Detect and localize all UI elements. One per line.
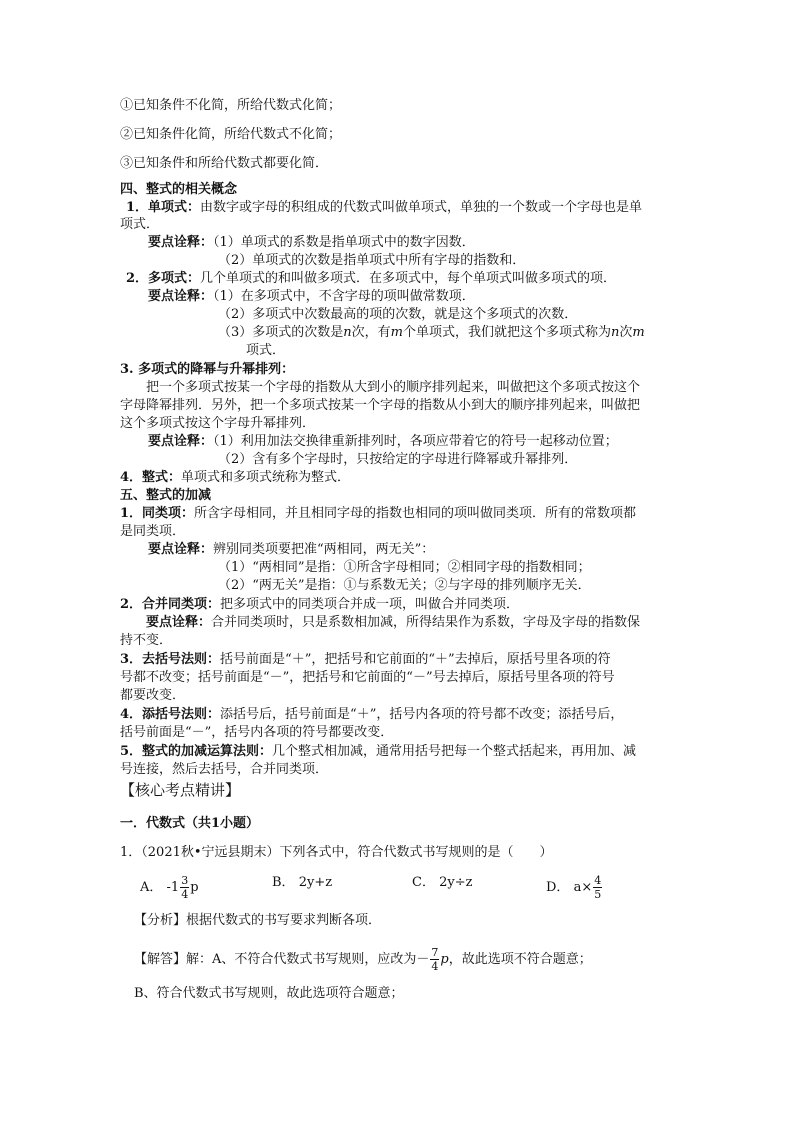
note-label: 要点诠释：	[148, 542, 214, 557]
expr-text: 单项式和多项式统称为整式．	[181, 470, 351, 485]
note-text: 次	[619, 325, 633, 340]
ordering-note-1	[148, 433, 618, 451]
combine-label: 2．合并同类项：	[120, 597, 221, 612]
note-text: （1）利用加法交换律重新排列时，各项应带着它的符号一起移动位置；	[213, 434, 618, 449]
note-text: 次，有	[351, 325, 391, 340]
note-text: 个单项式，我们就把这个多项式称为	[403, 325, 612, 340]
add-brackets-label: 4．添括号法则：	[120, 707, 221, 722]
note-text: 辨别同类项要把准“两相同，两无关”：	[213, 542, 435, 557]
polynomial-label: 2．多项式：	[126, 271, 201, 286]
like-terms-def	[120, 505, 636, 523]
combine-note	[146, 614, 640, 632]
polynomial-expr-def	[120, 469, 350, 487]
answer-sign: －	[416, 952, 430, 967]
var-n: n	[611, 325, 620, 340]
add-brackets-text-2: 括号前面是“－”，括号内各项的符号都要改变．	[120, 725, 394, 740]
note-text: （1）单项式的系数是指单项式中的数字因数．	[213, 235, 475, 250]
like-terms-note-1: （1）“两相同”是指：①所含字母相同；②相同字母的指数相同；	[218, 560, 591, 575]
like-terms-note	[148, 541, 434, 559]
add-brackets-text: 添括号后，括号前面是“＋”，括号内各项的符号都不改变；添括号后，	[220, 707, 624, 722]
option-c	[412, 874, 472, 892]
polynomial-note-3	[218, 324, 645, 342]
analysis-text: 根据代数式的书写要求判断各项．	[186, 913, 382, 928]
option-a	[140, 874, 199, 901]
ordering-heading: 3. 多项式的降幂与升幂排列：	[120, 362, 295, 377]
condition-3: ③已知条件和所给代数式都要化简．	[120, 156, 329, 171]
option-label: A．	[140, 880, 163, 895]
answer-text: 解：A、不符合代数式书写规则，应改为	[186, 952, 417, 967]
add-sub-text-2: 号连接，然后去括号，合并同类项．	[120, 762, 329, 777]
fraction	[180, 874, 189, 901]
note-text: （3）多项式的次数是	[218, 325, 344, 340]
analysis	[134, 912, 381, 930]
note-text: 合并同类项时，只是系数相加减，所得结果作为系数，字母及字母的指数保	[211, 615, 641, 630]
combine-like-terms-def	[120, 596, 519, 614]
monomial-label: 1．单项式：	[126, 200, 201, 215]
fraction	[593, 874, 602, 901]
option-expr: p	[190, 880, 199, 895]
numerator: 7	[431, 946, 439, 959]
combine-note-cont: 持不变．	[120, 633, 173, 648]
expr-label: 4．整式：	[120, 470, 182, 485]
polynomial-text: 几个单项式的和叫做多项式．在多项式中，每个单项式叫做多项式的项．	[200, 271, 617, 286]
part-1-heading: 一．代数式（共1小题）	[120, 816, 260, 831]
remove-brackets-text-3: 都要改变．	[120, 688, 186, 703]
answer-line-2: B、符合代数式书写规则，故此选项符合题意；	[134, 986, 404, 1001]
remove-brackets-label: 3．去括号法则：	[120, 652, 221, 667]
denominator: 4	[431, 960, 439, 973]
add-sub-text: 几个整式相加减，通常用括号把每一个整式括起来，再用加、减	[272, 744, 637, 759]
numerator: 4	[594, 874, 602, 887]
remove-brackets-text-2: 号都不改变；括号前面是“－”，把括号和它前面的“－”号去掉后，原括号里各项的符号	[120, 670, 615, 685]
polynomial-note-3-cont: 项式．	[246, 343, 286, 358]
option-expr: a×	[573, 880, 593, 895]
polynomial-note-1	[148, 288, 475, 306]
option-expr: 2y+z	[298, 875, 333, 890]
var-m: m	[632, 325, 645, 340]
section-4-heading: 四、整式的相关概念	[120, 182, 238, 197]
remove-brackets-rule	[120, 651, 611, 669]
answer-tag: 【解答】	[134, 952, 187, 967]
question-1-stem: 1．（2021秋•宁远县期末）下列各式中，符合代数式书写规则的是（ ）	[120, 845, 553, 860]
like-terms-label: 1．同类项：	[120, 506, 195, 521]
option-label: B．	[272, 875, 295, 890]
add-sub-label: 5．整式的加减运算法则：	[120, 744, 273, 759]
remove-brackets-text: 括号前面是“＋”，把括号和它前面的“＋”去掉后，原括号里各项的符	[220, 652, 611, 667]
option-expr: -1	[166, 880, 180, 895]
answer-text: ，故此选项不符合题意；	[448, 952, 592, 967]
denominator: 5	[594, 888, 602, 901]
monomial-def	[126, 199, 642, 217]
ordering-text-3: 这个多项式按这个字母升幂排列．	[120, 416, 316, 431]
polynomial-def	[126, 270, 616, 288]
var-m: m	[390, 325, 403, 340]
monomial-text: 由数字或字母的积组成的代数式叫做单项式，单独的一个数或一个字母也是单	[200, 200, 643, 215]
note-label: 要点诠释：	[148, 434, 214, 449]
option-label: C．	[412, 875, 435, 890]
option-label: D．	[546, 880, 570, 895]
ordering-text-1: 把一个多项式按某一个字母的指数从大到小的顺序排列起来，叫做把这个多项式按这个	[146, 380, 641, 395]
analysis-tag: 【分析】	[134, 913, 187, 928]
ordering-text-2: 字母降幂排列．另外，把一个多项式按某一个字母的指数从小到大的顺序排列起来，叫做把	[120, 398, 641, 413]
denominator: 4	[181, 888, 189, 901]
monomial-note-2: （2）单项式的次数是指单项式中所有字母的指数和．	[218, 253, 526, 268]
note-text: （1）在多项式中，不含字母的项叫做常数项．	[213, 289, 475, 304]
add-brackets-rule	[120, 706, 623, 724]
like-terms-text: 所含字母相同，并且相同字母的指数也相同的项叫做同类项．所有的常数项都	[194, 506, 637, 521]
note-label: 要点诠释：	[146, 615, 212, 630]
polynomial-note-2: （2）多项式中次数最高的项的次数，就是这个多项式的次数．	[218, 307, 578, 322]
core-heading: 【核心考点精讲】	[120, 781, 241, 799]
var-n: n	[343, 325, 352, 340]
note-label: 要点诠释：	[148, 235, 214, 250]
option-expr: 2y÷z	[439, 875, 473, 890]
add-sub-rule	[120, 743, 636, 761]
answer	[134, 946, 592, 973]
ordering-note-2: （2）含有多个字母时，只按给定的字母进行降幂或升幂排列．	[218, 452, 578, 467]
combine-text: 把多项式中的同类项合并成一项，叫做合并同类项．	[220, 597, 520, 612]
monomial-def-cont: 项式．	[120, 217, 160, 232]
option-b	[272, 874, 332, 892]
answer-var: p	[440, 952, 449, 967]
monomial-note-1	[148, 234, 475, 252]
option-d	[546, 874, 603, 901]
condition-1: ①已知条件不化简，所给代数式化简；	[120, 98, 342, 113]
fraction	[430, 946, 439, 973]
numerator: 3	[181, 874, 189, 887]
like-terms-note-2: （2）“两无关”是指：①与系数无关；②与字母的排列顺序无关．	[218, 578, 591, 593]
like-terms-def-cont: 是同类项．	[120, 524, 186, 539]
note-label: 要点诠释：	[148, 289, 214, 304]
section-5-heading: 五、整式的加减	[120, 488, 212, 503]
condition-2: ②已知条件化简，所给代数式不化简；	[120, 127, 342, 142]
